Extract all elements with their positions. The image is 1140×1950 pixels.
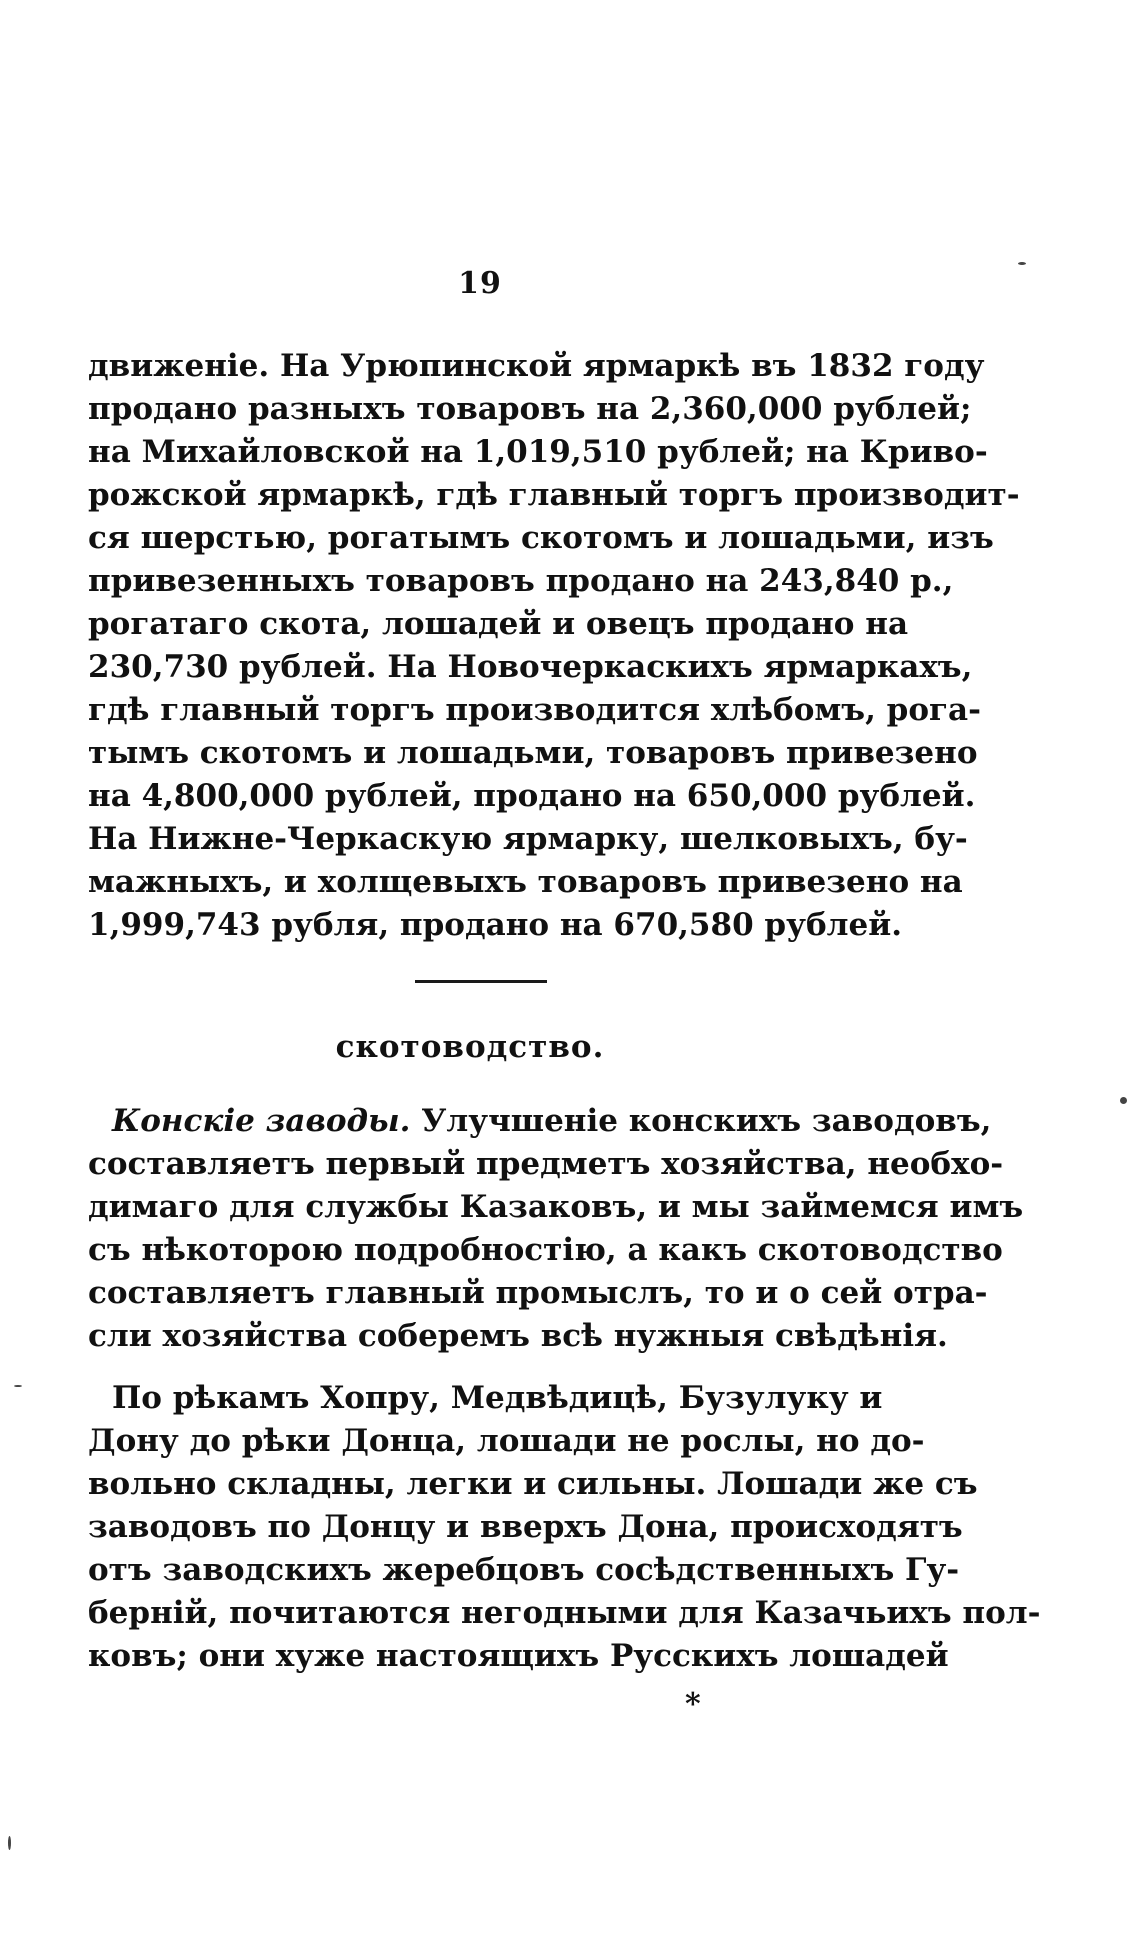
text-line: 230,730 рублей. На Новочеркаскихъ ярмаркахъ,: [88, 649, 973, 685]
text-line: [88, 1100, 992, 1143]
text-line: По рѣкамъ Хопру, Медвѣдицѣ, Бузулуку и: [112, 1380, 883, 1416]
text-line: тымъ скотомъ и лошадьми, товаровъ привезено: [88, 735, 978, 771]
text-line: составляетъ первый предметъ хозяйства, необхо-: [88, 1146, 1004, 1182]
paragraph-horses-rivers: [88, 1377, 1041, 1678]
text-line: ся шерстью, рогатымъ скотомъ и лошадьми, изъ: [88, 520, 994, 556]
text-line: Дону до рѣки Донца, лошади не рослы, но до-: [88, 1423, 925, 1459]
paragraph-trade: [88, 345, 1020, 947]
scan-speck: [14, 1385, 22, 1387]
text-line: отъ заводскихъ жеребцовъ сосѣдственныхъ Гу-: [88, 1552, 960, 1588]
text-line: На Нижне-Черкаскую ярмарку, шелковыхъ, бу-: [88, 821, 968, 857]
text-line: гдѣ главный торгъ производится хлѣбомъ, рога-: [88, 692, 981, 728]
scan-speck: [8, 1836, 11, 1850]
text-line: 1,999,743 рубля, продано на 670,580 рублей.: [88, 907, 902, 943]
text-line: рожской ярмаркѣ, гдѣ главный торгъ производит-: [88, 477, 1020, 513]
text-line: мажныхъ, и холщевыхъ товаровъ привезено на: [88, 864, 963, 900]
section-heading: скотоводство.: [335, 1029, 605, 1065]
text-line: на Михайловской на 1,019,510 рублей; на Криво-: [88, 434, 988, 470]
scan-speck: [1018, 262, 1026, 265]
text-line: продано разныхъ товаровъ на 2,360,000 рублей;: [88, 391, 972, 427]
text-line: съ нѣкоторою подробностію, а какъ скотоводство: [88, 1232, 1003, 1268]
section-divider: [415, 980, 547, 983]
text-line: на 4,800,000 рублей, продано на 650,000 рублей.: [88, 778, 976, 814]
text-line: димаго для службы Казаковъ, и мы займемся имъ: [88, 1189, 1024, 1225]
text-line: вольно складны, легки и сильны. Лошади же съ: [88, 1466, 978, 1502]
scan-speck: [1120, 1097, 1127, 1104]
text-line: привезенныхъ товаровъ продано на 243,840 р.,: [88, 563, 954, 599]
italic-lead: Конскіе заводы.: [112, 1103, 411, 1139]
text-line: сли хозяйства соберемъ всѣ нужныя свѣдѣнія.: [88, 1318, 948, 1354]
lead-rest: Улучшеніе конскихъ заводовъ,: [421, 1103, 992, 1139]
text-line: ковъ; они хуже настоящихъ Русскихъ лошадей: [88, 1638, 949, 1674]
text-line: рогатаго скота, лошадей и овецъ продано на: [88, 606, 909, 642]
text-line: движеніе. На Урюпинской ярмаркѣ въ 1832 году: [88, 348, 985, 384]
text-line: составляетъ главный промыслъ, то и о сей отра-: [88, 1275, 988, 1311]
page-number: 19: [458, 266, 502, 301]
paragraph-horse-farms: [88, 1100, 1024, 1358]
text-line: берній, почитаются негодными для Казачьихъ пол-: [88, 1595, 1041, 1631]
signature-mark: *: [685, 1687, 701, 1722]
text-line: заводовъ по Донцу и вверхъ Дона, происходятъ: [88, 1509, 963, 1545]
